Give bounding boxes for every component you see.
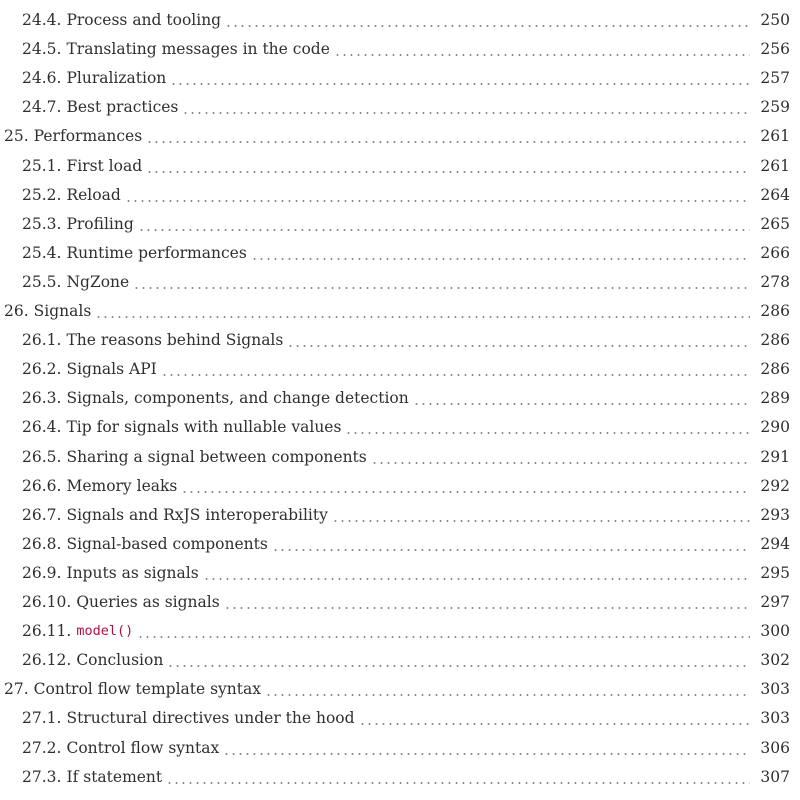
toc-section-entry[interactable] — [0, 210, 800, 239]
toc-section-entry[interactable] — [0, 64, 800, 93]
toc-entry-number: 27.2. — [22, 738, 62, 757]
toc-page-number: 294 — [760, 534, 790, 553]
toc-entry-title: Structural directives under the hood — [66, 709, 355, 728]
toc-entry-number: 26.9. — [22, 563, 62, 582]
toc-section-entry[interactable] — [0, 443, 800, 472]
toc-entry-number: 26.2. — [22, 360, 62, 379]
toc-entry-number: 25.3. — [22, 214, 62, 233]
dot-leader — [167, 646, 750, 675]
toc-entry-number: 25.5. — [22, 272, 62, 291]
toc-page-number: 266 — [760, 243, 790, 262]
toc-entry-title: Best practices — [66, 98, 179, 117]
toc-section-entry[interactable] — [0, 617, 800, 646]
dot-leader — [224, 588, 750, 617]
dot-leader — [95, 297, 750, 326]
toc-section-entry[interactable] — [0, 6, 800, 35]
toc-entry-title: Signals and RxJS interoperability — [66, 505, 328, 524]
toc-entry-number: 25.2. — [22, 185, 62, 204]
dot-leader — [251, 239, 750, 268]
toc-page-number: 303 — [760, 680, 790, 699]
dot-leader — [181, 472, 750, 501]
toc-section-entry[interactable] — [0, 472, 800, 501]
dot-leader — [146, 122, 750, 151]
toc-entry-title: model() — [76, 623, 134, 640]
toc-section-entry[interactable] — [0, 588, 800, 617]
toc-entry-title: Process and tooling — [66, 11, 222, 29]
toc-entry-title: Profiling — [66, 214, 134, 233]
toc-page-number: 261 — [760, 127, 790, 146]
toc-page-number: 264 — [760, 185, 790, 204]
toc-chapter-entry[interactable] — [0, 675, 800, 704]
toc-entry-number: 26.1. — [22, 331, 62, 350]
dot-leader — [133, 268, 750, 297]
toc-entry-number: 27.1. — [22, 709, 62, 728]
toc-entry-number: 27. — [4, 680, 29, 699]
toc-section-entry[interactable] — [0, 559, 800, 588]
dot-leader — [203, 559, 750, 588]
toc-section-entry[interactable] — [0, 355, 800, 384]
toc-entry-number: 26.7. — [22, 505, 62, 524]
toc-entry-number: 25.4. — [22, 243, 62, 262]
dot-leader — [137, 617, 750, 646]
toc-page-number: 257 — [760, 69, 790, 88]
toc-section-entry[interactable] — [0, 35, 800, 64]
toc-page-number: 302 — [760, 651, 790, 670]
toc-entry-number: 26.6. — [22, 476, 62, 495]
dot-leader — [161, 355, 750, 384]
toc-chapter-entry[interactable] — [0, 297, 800, 326]
toc-page-number: 259 — [760, 98, 790, 117]
toc-entry-title: Control flow syntax — [66, 738, 220, 757]
toc-entry-number: 26.11. — [22, 622, 72, 641]
dot-leader — [334, 35, 750, 64]
toc-entry-number: 26. — [4, 302, 29, 320]
toc-entry-title: Control flow template syntax — [33, 680, 262, 699]
toc-entry-title: Memory leaks — [66, 476, 178, 495]
toc-section-entry[interactable] — [0, 268, 800, 297]
dot-leader — [287, 326, 750, 355]
toc-entry-title: Tip for signals with nullable values — [66, 418, 342, 437]
dot-leader — [223, 734, 750, 763]
toc-page-number: 278 — [760, 272, 790, 291]
toc-entry-title: Signals API — [66, 360, 157, 379]
dot-leader — [138, 210, 750, 239]
toc-page-number: 303 — [760, 709, 790, 728]
toc-entry-title: Reload — [66, 185, 121, 204]
toc-page-number: 286 — [760, 331, 790, 350]
toc-entry-title: Signal-based components — [66, 534, 268, 553]
toc-chapter-entry[interactable] — [0, 122, 800, 151]
toc-page-number: 297 — [760, 593, 790, 611]
dot-leader — [265, 675, 750, 704]
toc-entry-number: 24.5. — [22, 40, 62, 59]
toc-entry-title: Queries as signals — [76, 593, 220, 611]
toc-entry-title: Signals — [33, 302, 92, 320]
toc-entry-title: Signals, components, and change detection — [66, 389, 409, 408]
toc-section-entry[interactable] — [0, 501, 800, 530]
toc-entry-number: 24.6. — [22, 69, 62, 88]
toc-page-number: 292 — [760, 476, 790, 495]
dot-leader — [166, 763, 750, 792]
toc-entry-title: The reasons behind Signals — [66, 331, 284, 350]
toc-entry-number: 26.10. — [22, 593, 72, 611]
toc-entry-title: Pluralization — [66, 69, 167, 88]
toc-section-entry[interactable] — [0, 326, 800, 355]
toc-section-entry[interactable] — [0, 704, 800, 733]
toc-entry-title: If statement — [66, 767, 163, 786]
toc-page-number: 289 — [760, 389, 790, 408]
toc-section-entry[interactable] — [0, 530, 800, 559]
toc-entry-title: Runtime performances — [66, 243, 247, 262]
toc-page-number: 295 — [760, 563, 790, 582]
toc-page-number: 250 — [760, 11, 790, 29]
toc-section-entry[interactable] — [0, 763, 800, 792]
toc-page-number: 265 — [760, 214, 790, 233]
toc-section-entry[interactable] — [0, 734, 800, 763]
dot-leader — [125, 181, 750, 210]
toc-entry-number: 24.7. — [22, 98, 62, 117]
toc-entry-title: Sharing a signal between components — [66, 447, 367, 466]
toc-entry-title: Performances — [33, 127, 143, 146]
toc-page-number: 286 — [760, 302, 790, 320]
toc-entry-title: Translating messages in the code — [66, 40, 330, 59]
toc-section-entry[interactable] — [0, 181, 800, 210]
toc-page-number: 300 — [760, 622, 790, 641]
dot-leader — [146, 152, 750, 181]
toc-entry-title: Inputs as signals — [66, 563, 199, 582]
toc-section-entry[interactable] — [0, 384, 800, 413]
dot-leader — [345, 413, 750, 442]
dot-leader — [225, 6, 750, 35]
dot-leader — [272, 530, 750, 559]
toc-entry-number: 25. — [4, 127, 29, 146]
toc-page-number: 293 — [760, 505, 790, 524]
dot-leader — [332, 501, 750, 530]
toc-page-number: 286 — [760, 360, 790, 379]
toc-section-entry[interactable] — [0, 413, 800, 442]
toc-page-number: 261 — [760, 156, 790, 175]
toc-page-number: 290 — [760, 418, 790, 437]
toc-section-entry[interactable] — [0, 239, 800, 268]
toc-section-entry[interactable] — [0, 152, 800, 181]
toc-entry-title: NgZone — [66, 272, 130, 291]
dot-leader — [182, 93, 750, 122]
toc-page-number: 291 — [760, 447, 790, 466]
toc-entry-number: 24.4. — [22, 11, 62, 29]
toc-entry-number: 27.3. — [22, 767, 62, 786]
dot-leader — [371, 443, 750, 472]
toc-section-entry[interactable] — [0, 646, 800, 675]
toc-section-entry[interactable] — [0, 93, 800, 122]
toc-page-number: 256 — [760, 40, 790, 59]
dot-leader — [413, 384, 750, 413]
toc-entry-number: 26.4. — [22, 418, 62, 437]
toc-entry-number: 25.1. — [22, 156, 62, 175]
toc-entry-number: 26.12. — [22, 651, 72, 670]
toc-entry-number: 26.5. — [22, 447, 62, 466]
toc-entry-number: 26.8. — [22, 534, 62, 553]
toc-page-number: 307 — [760, 767, 790, 786]
dot-leader — [170, 64, 750, 93]
dot-leader — [359, 704, 750, 733]
toc-entry-title: Conclusion — [76, 651, 164, 670]
toc-entry-title: First load — [66, 156, 143, 175]
toc-entry-number: 26.3. — [22, 389, 62, 408]
toc-page-number: 306 — [760, 738, 790, 757]
